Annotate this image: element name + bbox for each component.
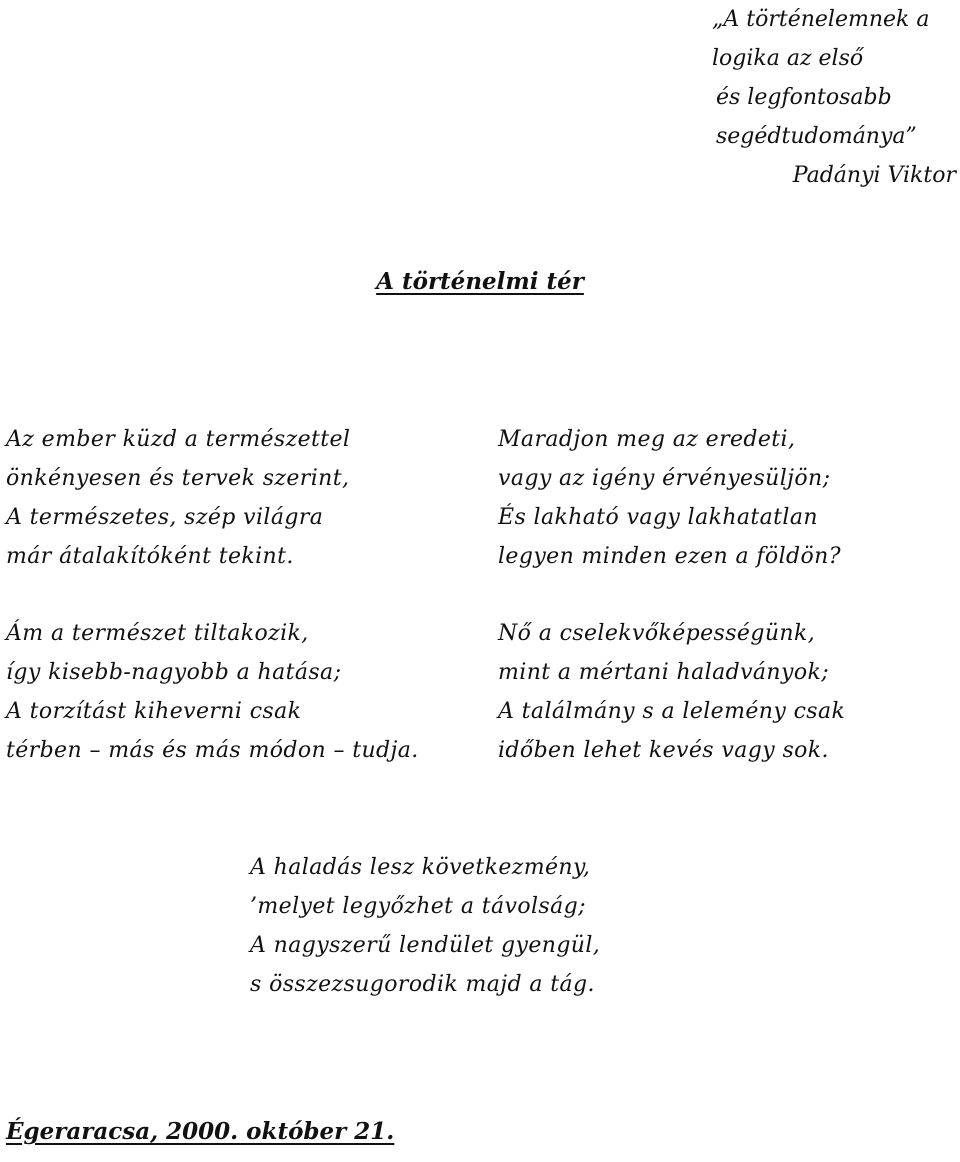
stanza-3 [6,614,419,770]
poem-line: A haladás lesz következmény, [250,855,591,880]
stanza-5 [250,848,600,1004]
poem-line: önkényesen és tervek szerint, [6,466,350,491]
poem-line: legyen minden ezen a földön? [498,544,841,569]
epigraph-line: és legfontosabb segédtudománya” [716,85,917,149]
epigraph-author: Padányi Viktor [792,163,956,188]
poem-line: A természetes, szép világra [6,505,324,530]
poem-line: A találmány s a lelemény csak [498,699,846,724]
poem-line: vagy az igény érvényesüljön; [498,466,831,491]
poem-line: s összezsugorodik majd a tág. [250,972,595,997]
stanza-4 [498,614,845,770]
epigraph-line: „A történelemnek a logika az első [712,7,930,71]
stanza-1 [6,420,350,576]
stanza-2 [498,420,841,576]
poem-line: Ám a természet tiltakozik, [6,621,309,646]
poem-line: ’melyet legyőzhet a távolság; [250,894,586,919]
poem-line: És lakható vagy lakhatatlan [498,505,818,530]
epigraph [536,0,956,195]
poem-line: A torzítást kiheverni csak [6,699,302,724]
poem-line: már átalakítóként tekint. [6,544,294,569]
poem-line: A nagyszerű lendület gyengül, [250,933,601,958]
poem-title: A történelmi tér [376,268,584,295]
poem-line: így kisebb-nagyobb a hatása; [6,660,342,685]
poem-line: térben – más és más módon – tudja. [6,738,419,763]
place-date-line: Égeraracsa, 2000. október 21. [6,1118,395,1145]
poem-line: időben lehet kevés vagy sok. [498,738,829,763]
poem-line: Az ember küzd a természettel [6,427,351,452]
poem-line: mint a mértani haladványok; [498,660,830,685]
poem-line: Maradjon meg az eredeti, [498,427,796,452]
poem-line: Nő a cselekvőképességünk, [498,621,816,646]
